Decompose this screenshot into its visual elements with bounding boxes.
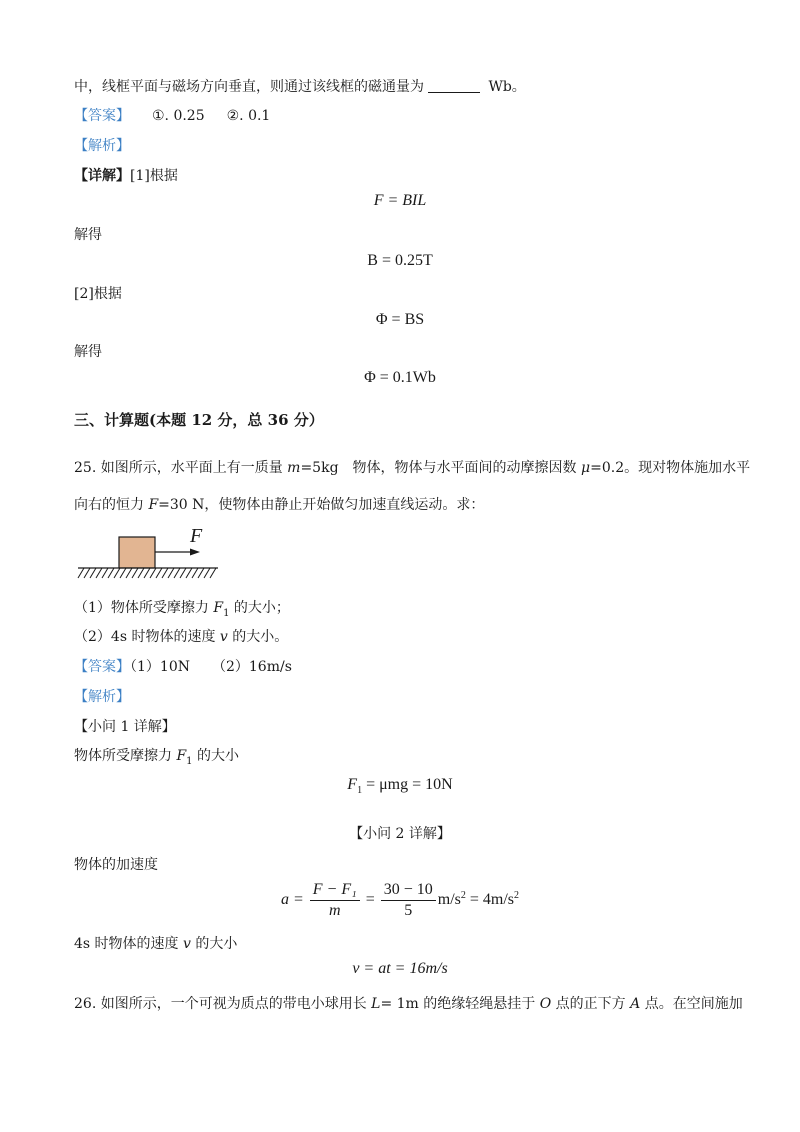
speed-label: 4s 时物体的速度 v 的大小 [74, 936, 238, 952]
q25-line-2: 向右的恒力 F=30 N，使物体由静止开始做匀加速直线运动。求： [74, 497, 485, 513]
arrow-head [190, 549, 200, 556]
analysis-tag: 【解析】 [74, 138, 130, 154]
sub-question-2: （2）4s 时物体的速度 v 的大小。 [74, 629, 289, 645]
answer-1: ①. 0.25 [152, 108, 205, 124]
answer-blank [428, 78, 480, 93]
sub-detail-2-tag: 【小问 2 详解】 [349, 826, 451, 842]
ground-hatching [78, 568, 216, 578]
answer-line-2 [74, 657, 292, 677]
answer-tag: 【答案】 [74, 659, 130, 675]
block [119, 537, 155, 568]
answer-1: （1）10N [130, 659, 190, 675]
section-title: 三、计算题(本题 12 分，总 36 分） [74, 411, 324, 429]
acceleration-label: 物体的加速度 [74, 857, 158, 873]
force-label: F [190, 525, 203, 547]
question-text: 中，线框平面与磁场方向垂直，则通过该线框的磁通量为 [74, 79, 424, 95]
text-line [74, 77, 526, 97]
force-diagram [74, 524, 222, 584]
answer-tag: 【答案】 [74, 108, 130, 124]
equation-2: B = 0.25T [367, 252, 433, 269]
equation-6: a = $\frac{\text{F − F₁}}{m}$ = $\frac{30 - 10}{5}$ $m/s^2 = 4m/s^2$ [280, 881, 520, 919]
answer-line [74, 106, 270, 126]
equation-5: $F_1 = \mu mg = 10N$ [347, 776, 453, 797]
equation-3: Φ = BS [375, 311, 425, 328]
sub-detail-1-text: 物体所受摩擦力 $F_1$ 的大小 [74, 748, 239, 767]
answer-2: ②. 0.1 [226, 108, 271, 124]
detail-tag: 【详解】 [74, 168, 130, 184]
equation-4: Φ = 0.1Wb [364, 369, 436, 386]
unit-text: Wb。 [484, 79, 526, 95]
sub-question-1: （1）物体所受摩擦力 $F_1$ 的大小； [74, 600, 290, 619]
solve-label: 解得 [74, 227, 102, 243]
sub-detail-1-tag: 【小问 1 详解】 [74, 719, 176, 735]
part-2-label: [2]根据 [74, 286, 122, 302]
q26-line-1: 26. 如图所示，一个可视为质点的带电小球用长 L= 1m 的绝缘轻绳悬挂于 O 点的正下方 A 点。在空间施加 [74, 996, 743, 1012]
solve-label-2: 解得 [74, 344, 102, 360]
equation-1: F = BIL [373, 192, 427, 209]
detail-line [74, 166, 178, 186]
equation-7: v = at = 16m/s [352, 960, 448, 977]
answer-2: （2）16m/s [211, 659, 292, 675]
detail-text: [1]根据 [130, 168, 178, 184]
analysis-tag-2: 【解析】 [74, 689, 130, 705]
q25-line-1: 25. 如图所示，水平面上有一质量 m=5kg 物体，物体与水平面间的动摩擦因数 μ=0.2。现对物体施加水平 [74, 460, 751, 476]
